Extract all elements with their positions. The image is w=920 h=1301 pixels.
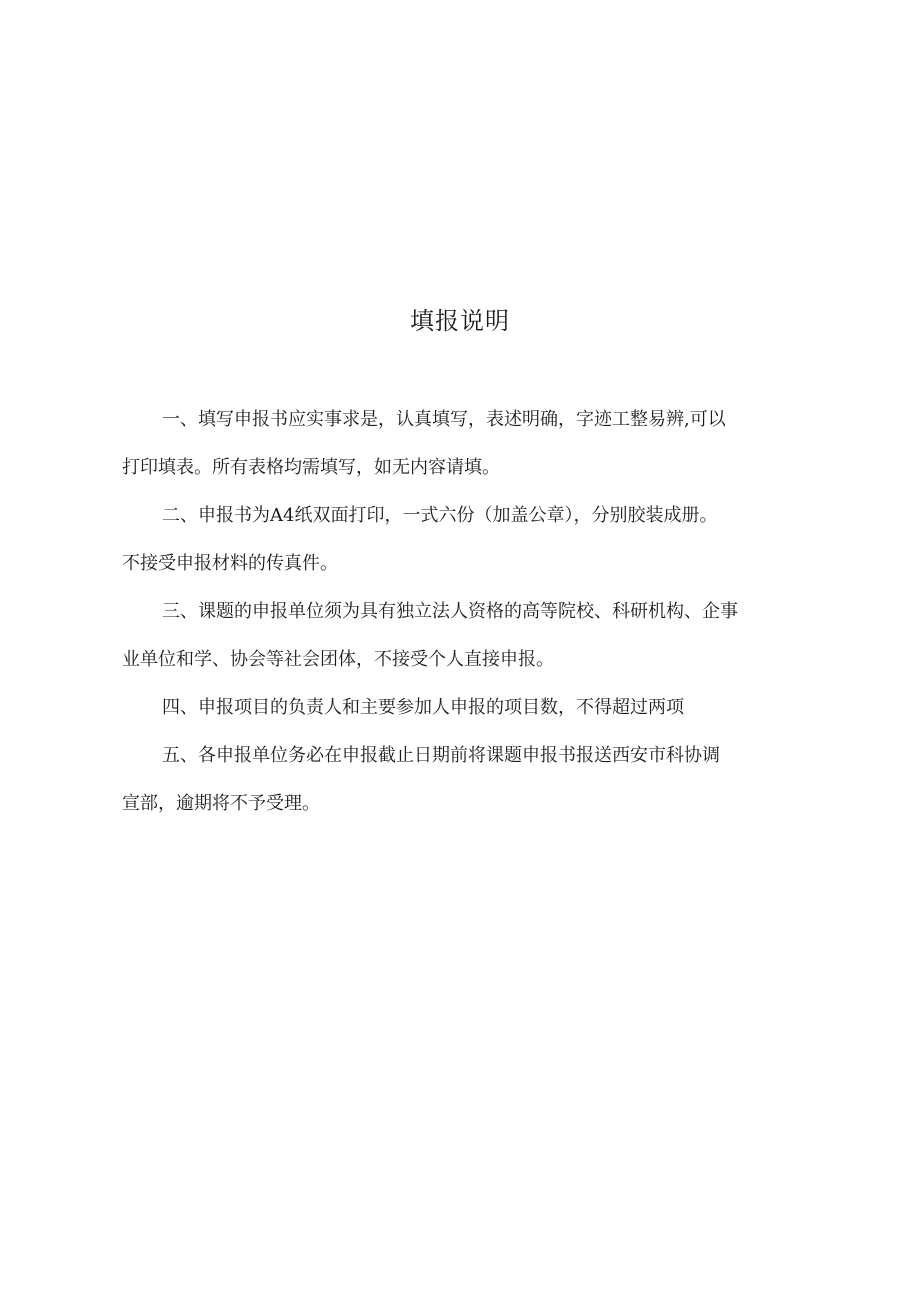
paragraph-line: 五、各申报单位务必在申报截止日期前将课题申报书报送西安市科协调 [162,745,720,766]
instructions-body [122,396,812,828]
instruction-paragraph-1 [122,396,812,492]
instruction-paragraph-4 [122,684,812,732]
page-title: 填报说明 [410,307,510,335]
paragraph-line: 宣部，逾期将不予受理。 [122,793,320,814]
paragraph-line: 三、课题的申报单位须为具有独立法人资格的高等院校、科研机构、企事 [162,601,738,622]
paragraph-line: 一、填写申报书应实事求是，认真填写，表述明确，字迹工整易辨,可以 [162,409,726,430]
paragraph-line: 不接受申报材料的传真件。 [122,553,338,574]
instruction-paragraph-2 [122,492,812,588]
paragraph-line: 二、申报书为A4纸双面打印，一式六份（加盖公章），分别胶装成册。 [162,505,718,526]
paragraph-line: 打印填表。所有表格均需填写，如无内容请填。 [122,457,500,478]
paragraph-line: 四、申报项目的负责人和主要参加人申报的项目数，不得超过两项 [162,697,684,718]
paragraph-line: 业单位和学、协会等社会团体，不接受个人直接申报。 [122,649,554,670]
instruction-paragraph-3 [122,588,812,684]
instruction-paragraph-5 [122,732,812,828]
